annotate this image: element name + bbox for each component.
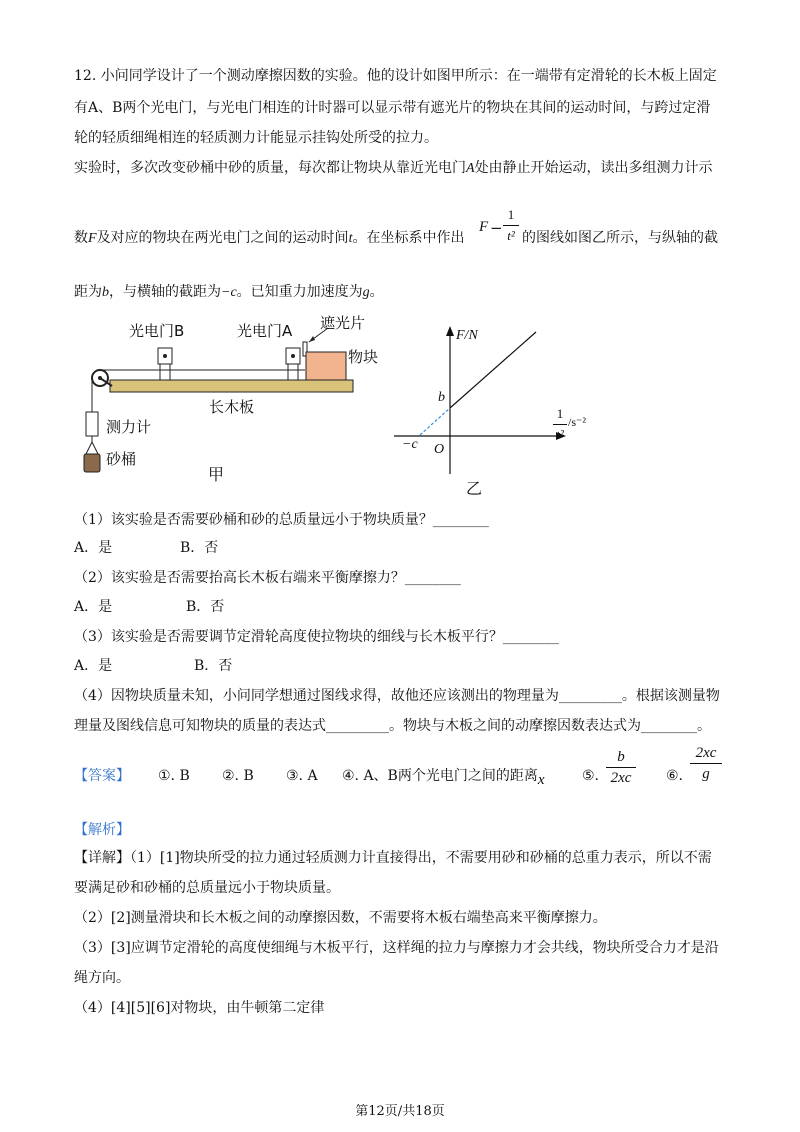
caption-yi: 乙 [466,479,483,498]
block-icon [306,352,346,380]
caption-jia: 甲 [208,465,225,484]
sub-question-3-option-a: A．是 [74,658,113,674]
x-axis-unit: /s⁻² [568,415,586,429]
analysis-line-3: （2）[2]测量滑块和长木板之间的动摩擦因数，不需要将木板右端垫高来平衡摩擦力。 [74,910,607,926]
analysis-tag: 【解析】 [74,822,130,838]
sub-question-2-option-b: B．否 [186,599,225,615]
shutter-arrow-head [309,336,315,342]
sub-question-1: （1）该实验是否需要砂桶和砂的总质量远小于物块质量？________ [74,512,489,528]
photogate-b-lens [163,354,167,358]
analysis-line-1: 【详解】（1）[1]物块所受的拉力通过轻质测力计直接得出，不需要用砂和砂桶的总重力表示，所以不需 [74,850,712,866]
label-gate-a: 光电门A [237,322,293,340]
force-meter-icon [86,412,98,436]
sub-question-1-option-b: B．否 [180,540,219,556]
expr-fraction: 1 t² [503,206,519,245]
answer-1: ①. B [158,768,190,784]
label-meter: 测力计 [106,418,152,436]
answer-5-fraction: b 2xc [606,748,636,787]
x-axis-label-fraction: 1 t² [553,405,567,444]
intercept-b-label: b [438,390,445,405]
answer-2: ②. B [222,768,254,784]
photogate-a-lens [291,354,295,358]
sub-question-4-line-1: （4）因物块质量未知，小问同学想通过图线求得，故他还应该测出的物理量为_________。根据该测量物 [74,688,720,704]
answer-5-label: ⑤. [582,768,600,784]
analysis-line-4: （3）[3]应调节定滑轮的高度使细绳与木板平行，这样绳的拉力与摩擦力才会共线，物块所受合力才是沿 [74,940,719,956]
label-bucket: 砂桶 [106,450,137,468]
question-line-1: 12. 小问同学设计了一个测动摩擦因数的实验。他的设计如图甲所示：在一端带有定滑轮的长木板上固定 [74,68,717,84]
long-board [110,380,353,392]
expr-minus: − [490,219,503,237]
question-line-4: 实验时，多次改变砂桶中砂的质量，每次都让物块从靠近光电门A处由静止开始运动，读出多组测力计示 [74,160,713,176]
question-line-6: 距为b，与横轴的截距为−c。已知重力加速度为g。 [74,284,384,300]
analysis-line-2: 要满足砂和砂桶的总质量远小于物块质量。 [74,880,340,896]
sub-question-2: （2）该实验是否需要抬高长木板右端来平衡摩擦力？________ [74,570,461,586]
answer-4: ④. A、B两个光电门之间的距离x [342,768,545,788]
sub-question-2-option-a: A．是 [74,599,113,615]
intercept-c-label: −c [402,437,418,452]
answer-6-label: ⑥. [666,768,684,784]
sand-bucket-icon [84,454,100,472]
answer-tag: 【答案】 [74,768,130,784]
sub-question-4-line-2: 理量及图线信息可知物块的质量的表达式_________。物块与木板之间的动摩擦因数表达式为________。 [74,718,711,734]
question-line-5-end: 的图线如图乙所示，与纵轴的截 [522,230,718,246]
y-axis-label: F/N [456,328,478,343]
label-gate-b: 光电门B [129,322,185,340]
question-line-3: 轮的轻质细绳相连的轻质测力计能显示挂钩处所受的拉力。 [74,130,438,146]
answer-3: ③. A [286,768,318,784]
label-board: 长木板 [209,398,255,416]
label-block: 物块 [348,348,379,366]
sub-question-3: （3）该实验是否需要调节定滑轮高度使拉物块的细线与长木板平行？________ [74,629,559,645]
question-line-5: 数F及对应的物块在两光电门之间的运动时间t。在坐标系中作出 [74,230,465,246]
analysis-line-6: （4）[4][5][6]对物块，由牛顿第二定律 [74,1000,325,1016]
analysis-line-5: 绳方向。 [74,970,130,986]
answer-6-fraction: 2xc g [690,744,722,783]
graph-line-extension [420,408,450,435]
figure-yi-graph [390,318,610,478]
label-shutter: 遮光片 [320,314,366,332]
sub-question-1-option-a: A．是 [74,540,113,556]
expr-F: F [479,219,489,235]
page-number: 第12页/共18页 [355,1104,445,1119]
origin-label: O [434,442,445,457]
question-line-2: 有A、B两个光电门，与光电门相连的计时器可以显示带有遮光片的物块在其间的运动时间，与跨过定滑 [74,100,711,116]
y-axis-arrow [446,326,454,336]
sub-question-3-option-b: B．否 [194,658,233,674]
